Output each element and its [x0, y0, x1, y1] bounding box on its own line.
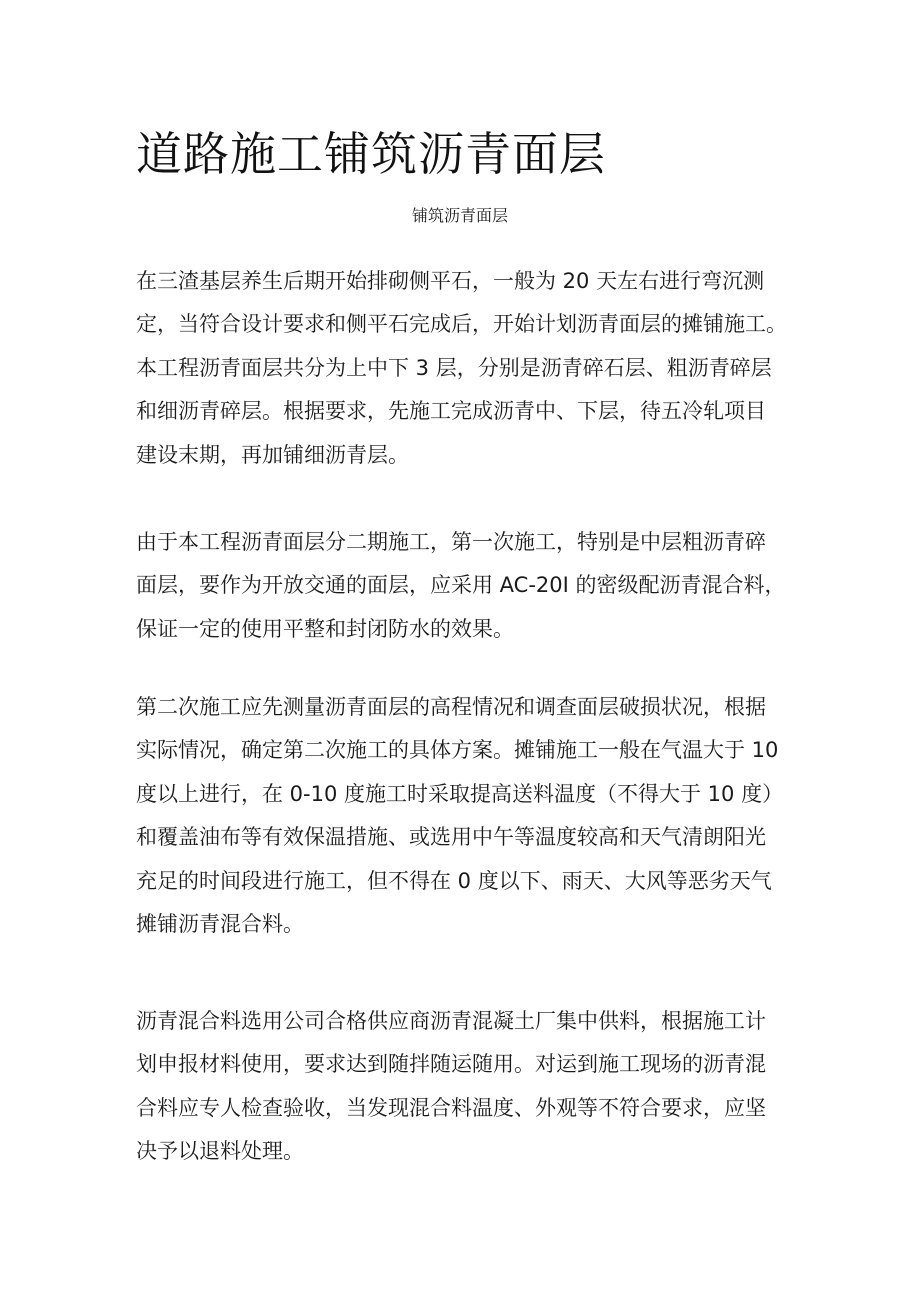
paragraph-line: 和细沥青碎层。根据要求，先施工完成沥青中、下层，待五冷轧项目 — [136, 399, 766, 424]
paragraph-3 — [136, 686, 790, 946]
paragraph-line: 合料应专人检查验收，当发现混合料温度、外观等不符合要求，应坚 — [136, 1095, 766, 1120]
paragraph-line: 实际情况，确定第二次施工的具体方案。摊铺施工一般在气温大于 10 — [136, 738, 779, 763]
paragraph-line: 面层，要作为开放交通的面层，应采用 AC-20I 的密级配沥青混合料， — [136, 573, 786, 598]
paragraph-line: 决予以退料处理。 — [136, 1139, 304, 1164]
paragraph-line: 在三渣基层养生后期开始排砌侧平石，一般为 20 天左右进行弯沉测 — [136, 269, 765, 293]
paragraph-line: 保证一定的使用平整和封闭防水的效果。 — [136, 616, 514, 641]
paragraph-line: 第二次施工应先测量沥青面层的高程情况和调查面层破损状况，根据 — [136, 695, 766, 719]
paragraph-line: 定，当符合设计要求和侧平石完成后，开始计划沥青面层的摊铺施工。 — [136, 312, 787, 337]
paragraph-line: 本工程沥青面层共分为上中下 3 层，分别是沥青碎石层、粗沥青碎层 — [136, 355, 772, 380]
paragraph-line: 充足的时间段进行施工，但不得在 0 度以下、雨天、大风等恶劣天气 — [136, 868, 772, 893]
paragraph-line: 建设末期，再加铺细沥青层。 — [136, 442, 409, 467]
paragraph-line: 和覆盖油布等有效保温措施、或选用中午等温度较高和天气清朗阳光 — [136, 825, 766, 850]
paragraph-line: 由于本工程沥青面层分二期施工，第一次施工，特别是中层粗沥青碎 — [136, 530, 766, 554]
paragraph-1 — [136, 260, 790, 477]
paragraph-line: 度以上进行，在 0-10 度施工时采取提高送料温度（不得大于 10 度） — [136, 781, 784, 806]
paragraph-2 — [136, 521, 790, 651]
document-subtitle: 铺筑沥青面层 — [411, 206, 508, 225]
paragraph-line: 摊铺沥青混合料。 — [136, 911, 304, 936]
document-title: 道路施工铺筑沥青面层 — [136, 127, 606, 181]
paragraph-line: 沥青混合料选用公司合格供应商沥青混凝土厂集中供料，根据施工计 — [136, 1009, 766, 1033]
paragraph-4 — [136, 1000, 790, 1174]
paragraph-line: 划申报材料使用，要求达到随拌随运随用。对运到施工现场的沥青混 — [136, 1052, 766, 1077]
